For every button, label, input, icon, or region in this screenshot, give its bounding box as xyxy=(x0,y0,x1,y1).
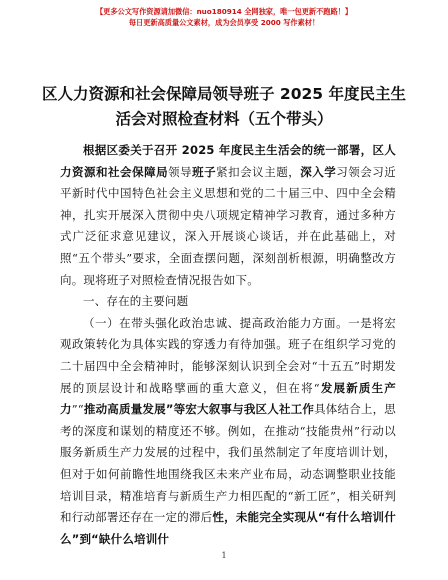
section-heading: 一、存在的主要问题 xyxy=(83,294,189,309)
intro-text-c: 习领会习近平新时代中国特色社会主义思想和党的二十届三中、四中全会精神，扎实开展深入贯彻中央八项规定精神学习教育，通过多种方式广泛征求意见建议，深入开展谈心谈话，并在此基础上，对照“五个带头”要求，全面查摆问题，深刻剖析根源，明确整改方向。现将班子对照检查情况报告如下。 xyxy=(60,164,397,287)
intro-paragraph xyxy=(60,140,396,291)
intro-text-b: 紧扣会议主题， xyxy=(216,164,301,179)
para1-bold-a: 发展新质生产力 xyxy=(60,380,397,417)
intro-team: 班子 xyxy=(192,164,217,179)
document-title: 区人力资源和社会保障局领导班子 2025 年度民主生活会对照检查材料（五个带头） xyxy=(42,85,406,128)
promo-banner-line2: 每日更新高质量公文素材，成为会员享受 2000 写作素材！ xyxy=(128,18,320,27)
para1-text-c: 具体结合上，思考的深度和谋划的精度还不够。例如，在推动“技能贵州”行动以服务新质生产力发展的过程中，我们虽然制定了年度培训计划，但对于如何前瞻性地围绕我区未来产业布局，动态调整职业技能培训目录，精准培育与新质生产力相匹配的“新工匠”，相关研判和行动部署还存在一定的滞后 xyxy=(60,402,397,525)
para1-bold-d: 性，未能完全实现从“有什么培训什么”到“缺什么培训什 xyxy=(60,510,396,546)
intro-org: 区人力资源和社会保障局 xyxy=(60,143,396,179)
para1-bold-b: 推动高质量发展 xyxy=(83,402,166,417)
para1-bold-c: ”等宏大叙事与我区人社工作 xyxy=(165,402,315,417)
intro-text-a: 领导 xyxy=(168,164,193,179)
problem-paragraph-1 xyxy=(60,313,396,551)
intro-lead: 根据区委关于召开 2025 年度民主生活会的统一部署， xyxy=(83,143,373,157)
para1-text-a: （一）在带头强化政治忠诚、提高政治能力方面。一是将宏观政策转化为具体实践的穿透力有待加强。班子在组织学习党的二十届四中全会精神时，能够深刻认识到全会对“十五五”时期发展的顶层设计和战略擘画的重大意义，但在将“ xyxy=(60,315,396,395)
page-number: 1 xyxy=(221,551,227,560)
promo-banner-line1: 【更多公文写作资源请加微信：nuo180914 全网独家，唯一包更新不跑路！】 xyxy=(95,7,353,16)
document-body xyxy=(60,140,396,550)
intro-study: 深入学 xyxy=(300,164,337,179)
para1-text-b: ”“ xyxy=(71,402,84,417)
promo-banner xyxy=(0,6,448,28)
